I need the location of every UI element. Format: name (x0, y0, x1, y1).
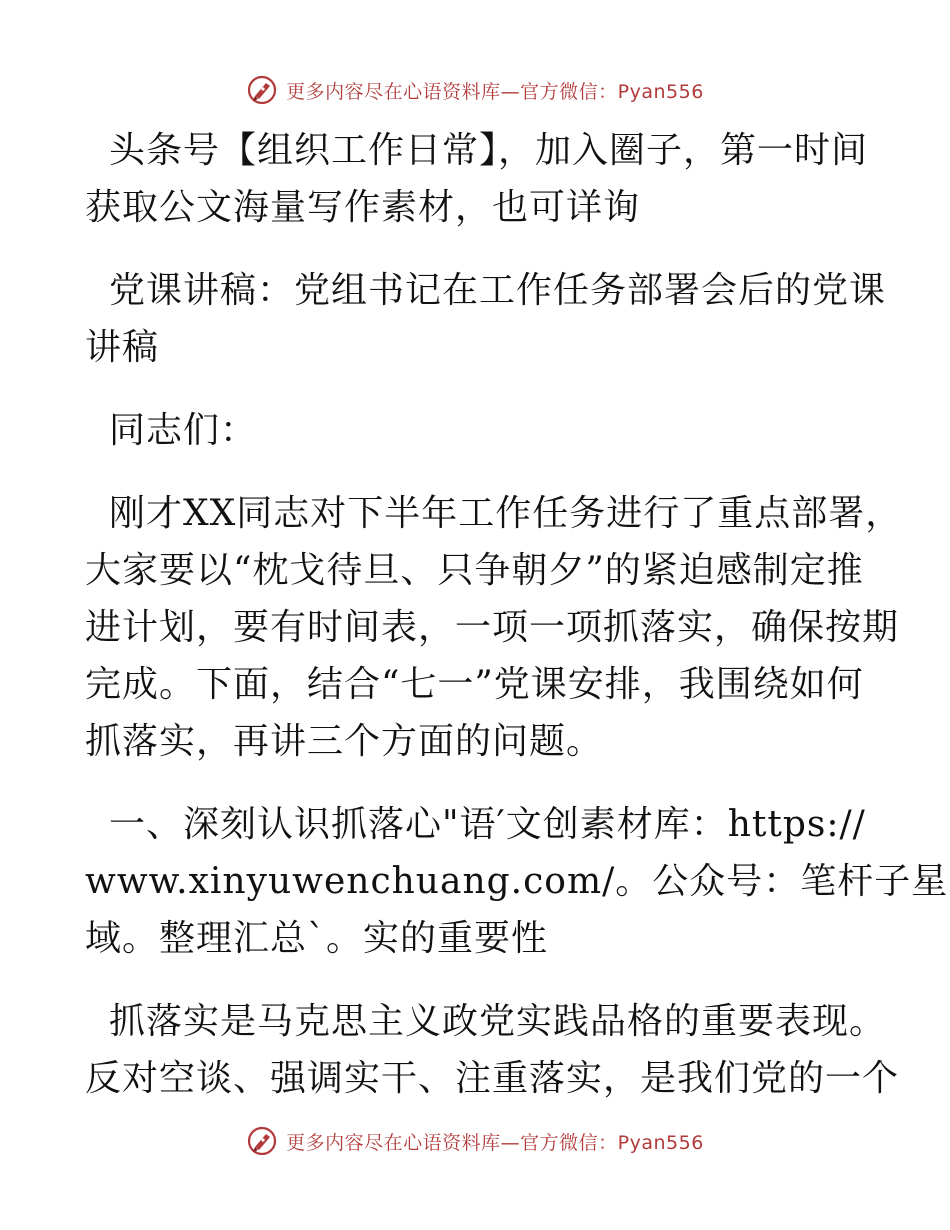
pen-nib-logo-icon (246, 1125, 278, 1157)
text-line: 党课讲稿：党组书记在工作任务部署会后的党课 (109, 270, 887, 311)
watermark-text: 更多内容尽在心语资料库—官方微信：Pyan556 (286, 80, 704, 103)
footer-watermark (0, 1123, 950, 1159)
text-line: 完成。下面，结合“七一”党课安排，我围绕如何 (85, 664, 864, 705)
text-line: 刚才XX同志对下半年工作任务进行了重点部署， (109, 493, 903, 534)
text-line: 反对空谈、强调实干、注重落实，是我们党的一个 (85, 1058, 900, 1099)
text-line: 域。整理汇总ˋ。实的重要性 (85, 918, 549, 959)
text-line: 抓落实是马克思主义政党实践品格的重要表现。 (109, 1001, 887, 1042)
text-line: 一、深刻认识抓落心"语′文创素材库：https:// (109, 804, 866, 845)
section-heading-1 (85, 796, 949, 967)
document-body (85, 122, 949, 1133)
body-paragraph (85, 993, 900, 1107)
greeting-paragraph (97, 402, 857, 459)
document-title (85, 262, 887, 376)
pen-nib-logo-icon (246, 74, 278, 106)
watermark-text: 更多内容尽在心语资料库—官方微信：Pyan556 (286, 1131, 704, 1154)
text-line: 抓落实，再讲三个方面的问题。 (85, 721, 604, 762)
text-line: 头条号【组织工作日常】，加入圈子，第一时间 (109, 130, 869, 171)
text-line: www.xinyuwenchuang.com/。公众号：笔杆子星 (85, 861, 949, 902)
opening-paragraph (85, 485, 903, 770)
text-line: 获取公文海量写作素材，也可详询 (85, 187, 641, 228)
text-line: 进计划，要有时间表，一项一项抓落实，确保按期 (85, 607, 900, 648)
header-watermark (0, 72, 950, 108)
text-line: 讲稿 (85, 327, 160, 368)
text-line: 同志们： (109, 410, 258, 451)
text-line: 大家要以“枕戈待旦、只争朝夕”的紧迫感制定推 (85, 550, 864, 591)
intro-paragraph (85, 122, 869, 236)
